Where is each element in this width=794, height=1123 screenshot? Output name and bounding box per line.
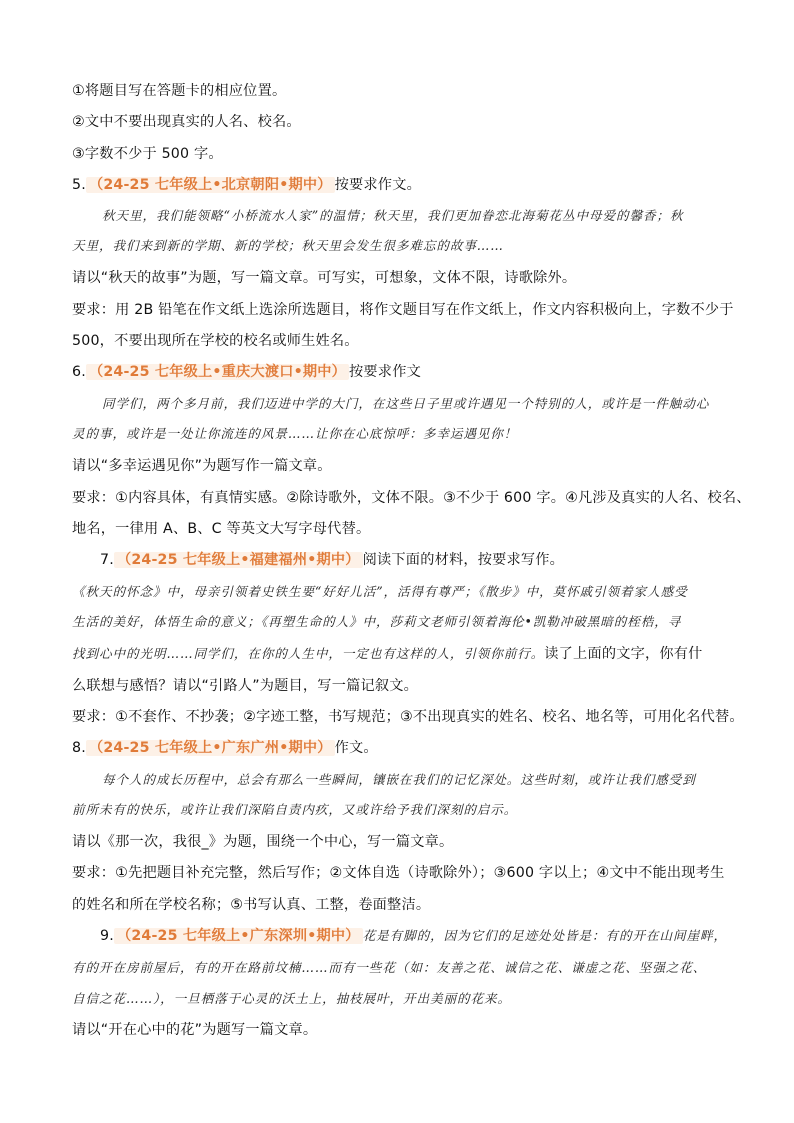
q7-prompt-start: 读了上面的文字，你有什 [544,646,703,662]
q8-requirement-line-1: 要求：①先把题目补充完整，然后写作；②文体自选（诗歌除外）；③600 字以上；④文中不能出现考生 [72,865,725,881]
q6-source-tag: （24-25 七年级上•重庆大渡口•期中） [86,364,349,380]
q6-prompt: 请以“多幸运遇见你”为题写作一篇文章。 [72,458,332,474]
q8-heading [72,738,732,758]
rule-1: ①将题目写在答题卡的相应位置。 [72,83,287,99]
q7-requirement: 要求：①不套作、不抄袭；②字迹工整，书写规范；③不出现真实的姓名、校名、地名等，可用化名代替。 [72,709,744,725]
q7-material-line-1: 《秋天的怀念》中，母亲引领着史铁生要“好好儿活”，活得有尊严；《散步》中，莫怀戚引领着家人感受 [72,584,688,599]
q9-material-line-1: 有的开在房前屋后，有的开在路前坟楠……而有一些花（如：友善之花、诚信之花、谦虚之花、坚强之花、 [72,960,707,975]
q7-instruction: 阅读下面的材料，按要求写作。 [362,552,565,568]
q6-requirement-line-2: 地名，一律用 A、B、C 等英文大写字母代替。 [72,521,371,537]
q9-material-start: 花是有脚的，因为它们的足迹处处皆是：有的开在山间崖畔， [362,928,727,943]
rule-3: ③字数不少于 500 字。 [72,146,223,162]
q8-source-tag: （24-25 七年级上•广东广州•期中） [86,740,335,756]
q7-material-tail: 找到心中的光明……同学们，在你的人生中，一定也有这样的人，引领你前行。 [72,646,545,661]
q8-number: 8. [72,740,86,756]
q9-source-tag: （24-25 七年级上•广东深圳•期中） [114,928,363,944]
q5-requirement-line-2: 500，不要出现所在学校的校名或师生姓名。 [72,333,359,349]
q6-heading [72,362,732,382]
rule-2: ②文中不要出现真实的人名、校名。 [72,114,301,130]
q8-requirement-line-2: 的姓名和所在学校名称；⑤书写认真、工整，卷面整洁。 [72,897,431,913]
q7-material-line-3 [72,644,732,664]
q8-prompt: 请以《那一次，我很_》为题，围绕一个中心，写一篇文章。 [72,834,454,850]
q9-material-line-2: 自信之花……），一旦栖落于心灵的沃土上，抽枝展叶，开出美丽的花来。 [72,991,511,1006]
q9-heading [100,926,760,946]
q8-material-line-2: 前所未有的快乐，或许让我们深陷自责内疚，又或许给予我们深刻的启示。 [72,802,518,817]
q7-material-line-2: 生活的美好，体悟生命的意义；《再塑生命的人》中，莎莉文老师引领着海伦•凯勒冲破黑暗的桎梏，寻 [72,614,682,629]
q5-material-line-1: 秋天里，我们能领略“小桥流水人家”的温情；秋天里，我们更加眷恋北海菊花丛中母爱的馨香；秋 [102,208,684,223]
q7-number: 7. [100,552,114,568]
q5-instruction: 按要求作文。 [334,177,421,193]
q6-instruction: 按要求作文 [349,364,421,380]
q7-source-tag: （24-25 七年级上•福建福州•期中） [114,552,363,568]
q5-material-line-2: 天里，我们来到新的学期、新的学校；秋天里会发生很多难忘的故事…… [72,238,504,253]
q8-instruction: 作文。 [334,740,378,756]
q5-number: 5. [72,177,86,193]
q6-number: 6. [72,364,86,380]
q9-number: 9. [100,928,114,944]
q9-prompt: 请以“开在心中的花”为题写一篇文章。 [72,1022,318,1038]
q8-material-line-1: 每个人的成长历程中，总会有那么一些瞬间，镶嵌在我们的记忆深处。这些时刻，或许让我们感受到 [102,772,696,787]
q7-heading [100,550,760,570]
q5-source-tag: （24-25 七年级上•北京朝阳•期中） [86,177,335,193]
q6-material-line-2: 灵的事，或许是一处让你流连的风景……让你在心底惊呼：多幸运遇见你！ [72,426,518,441]
q5-requirement-line-1: 要求：用 2B 铅笔在作文纸上选涂所选题目，将作文题目写在作文纸上，作文内容积极向上，字数不少于 [72,302,734,318]
q6-material-line-1: 同学们，两个多月前，我们迈进中学的大门，在这些日子里或许遇见一个特别的人，或许是一件触动心 [102,396,710,411]
q7-prompt: 么联想与感悟？请以“引路人”为题目，写一篇记叙文。 [72,678,419,694]
q5-prompt: 请以“秋天的故事”为题，写一篇文章。可写实，可想象，文体不限，诗歌除外。 [72,270,577,286]
q5-heading [72,175,732,195]
q6-requirement-line-1: 要求：①内容具体，有真情实感。②除诗歌外，文体不限。③不少于 600 字。④凡涉及真实的人名、校名、 [72,490,751,506]
